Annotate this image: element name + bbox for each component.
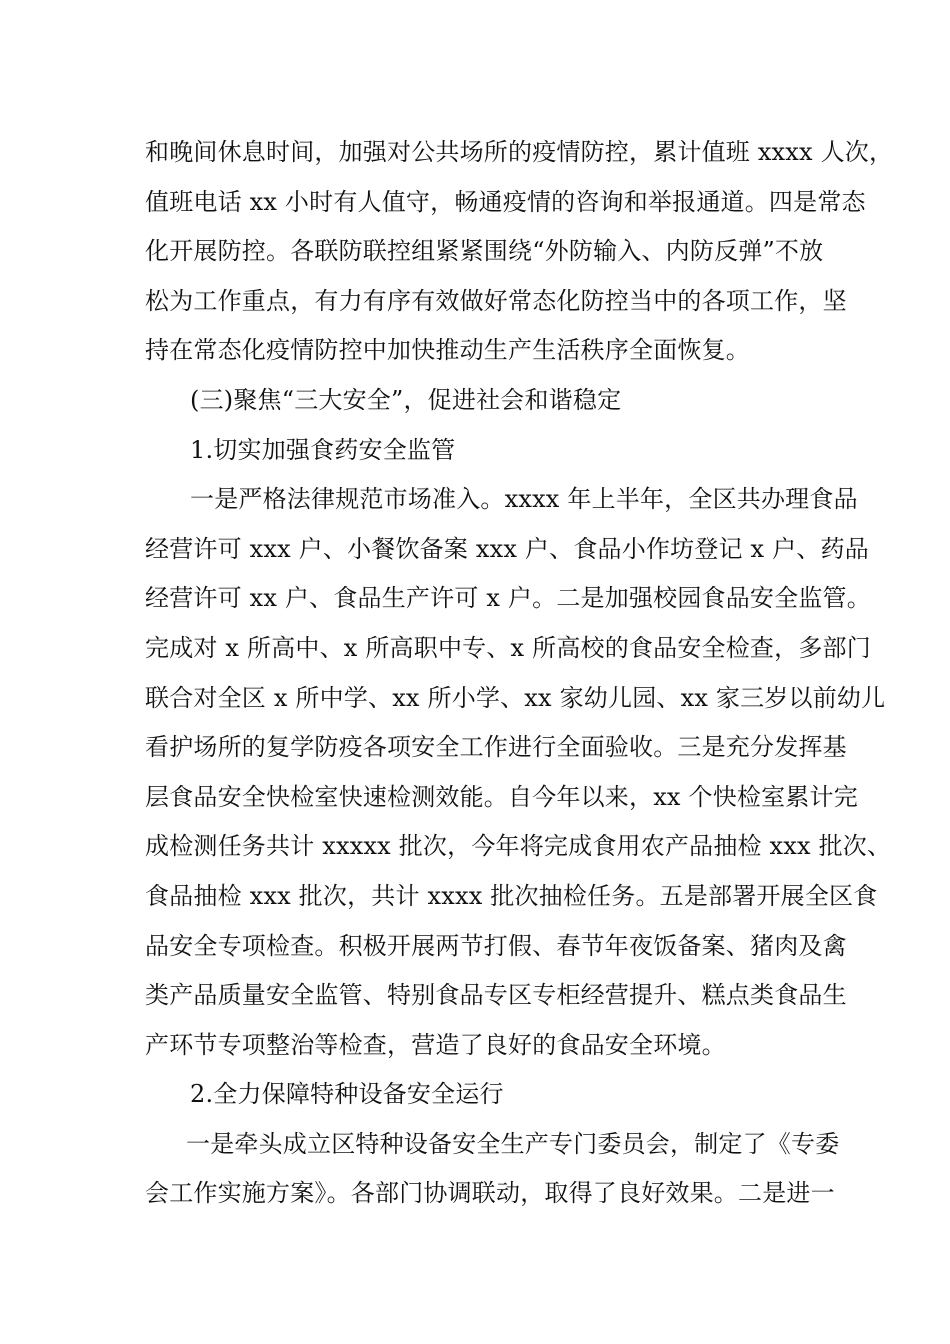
paragraph-line: 联合对全区 x 所中学、xx 所小学、xx 家幼儿园、xx 家三岁以前幼儿 [145,684,886,712]
paragraph-line: 食品抽检 xxx 批次，共计 xxxx 批次抽检任务。五是部署开展全区食 [145,882,878,910]
paragraph-line: 持在常态化疫情防控中加快推动生产生活秩序全面恢复。 [145,336,750,364]
paragraph-line: 一是严格法律规范市场准入。xxxx 年上半年，全区共办理食品 [190,485,858,513]
subsection-heading: 1.切实加强食药安全监管 [190,436,456,464]
paragraph-line: 层食品安全快检室快速检测效能。自今年以来，xx 个快检室累计完 [145,783,858,811]
section-heading: (三)聚焦“三大安全”，促进社会和谐稳定 [190,386,622,414]
paragraph-line: 经营许可 xxx 户、小餐饮备案 xxx 户、食品小作坊登记 x 户、药品 [145,535,869,563]
paragraph-line: 和晚间休息时间，加强对公共场所的疫情防控，累计值班 xxxx 人次， [145,138,894,166]
paragraph-line: 一是牵头成立区特种设备安全生产专门委员会，制定了《专委 [186,1130,840,1158]
paragraph-line: 类产品质量安全监管、特别食品专区专柜经营提升、糕点类食品生 [145,981,847,1009]
subsection-heading: 2.全力保障特种设备安全运行 [190,1080,504,1108]
paragraph-line: 看护场所的复学防疫各项安全工作进行全面验收。三是充分发挥基 [145,733,847,761]
paragraph-line: 成检测任务共计 xxxxx 批次，今年将完成食用农产品抽检 xxx 批次、 [145,832,892,860]
paragraph-line: 经营许可 xx 户、食品生产许可 x 户。二是加强校园食品安全监管。 [145,584,871,612]
paragraph-line: 值班电话 xx 小时有人值守，畅通疫情的咨询和举报通道。四是常态 [145,188,866,216]
paragraph-line: 品安全专项检查。积极开展两节打假、春节年夜饭备案、猪肉及禽 [145,932,847,960]
paragraph-line: 产环节专项整治等检查，营造了良好的食品安全环境。 [145,1031,726,1059]
paragraph-line: 完成对 x 所高中、x 所高职中专、x 所高校的食品安全检查，多部门 [145,634,871,662]
paragraph-line: 松为工作重点，有力有序有效做好常态化防控当中的各项工作，坚 [145,287,847,315]
paragraph-line: 化开展防控。各联防联控组紧紧围绕“外防输入、内防反弹”不放 [145,237,824,265]
paragraph-line: 会工作实施方案》。各部门协调联动，取得了良好效果。二是进一 [145,1179,835,1207]
